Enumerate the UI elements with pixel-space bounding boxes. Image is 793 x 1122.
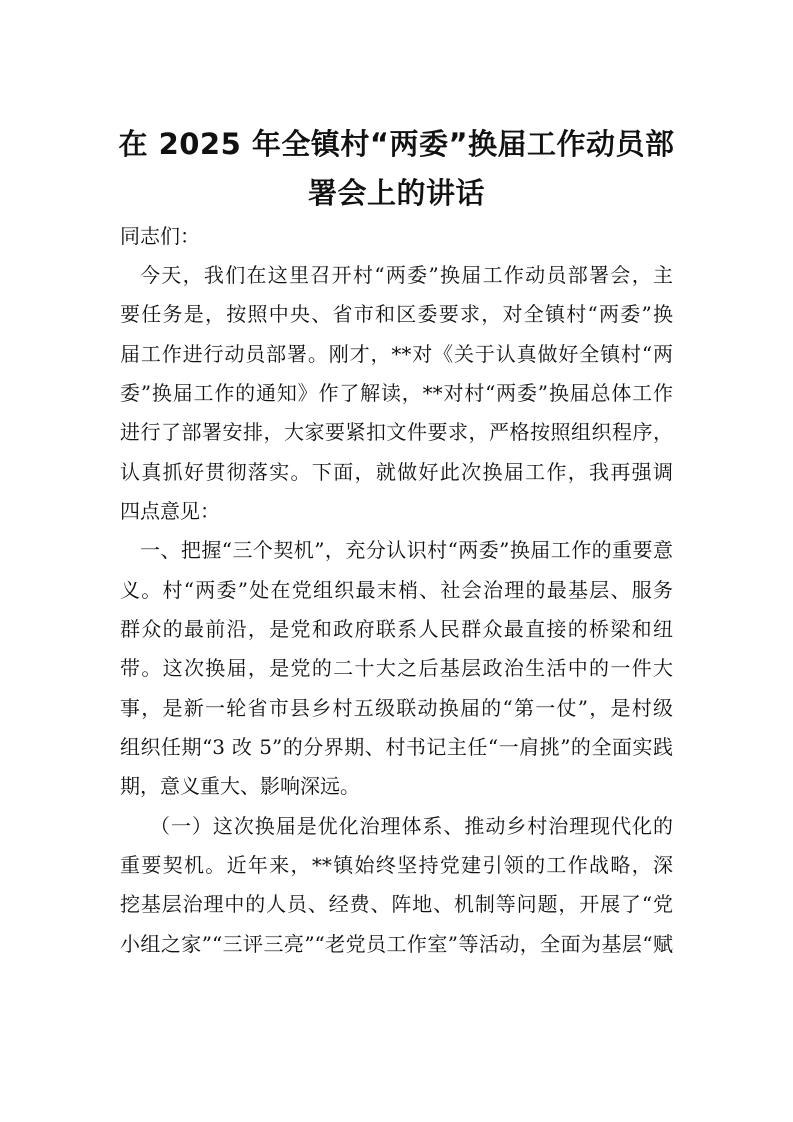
paragraph-line: 认真抓好贯彻落实。下面，就做好此次换届工作，我再强调 [120, 460, 673, 484]
subsection-heading-line: （一）这次换届是优化治理体系、推动乡村治理现代化的 [150, 814, 673, 838]
section-heading-line: 一、把握“三个契机”，充分认识村“两委”换届工作的重要意 [140, 538, 673, 562]
paragraph-line: 今天，我们在这里召开村“两委”换届工作动员部署会，主 [140, 263, 673, 287]
paragraph-line: 届工作进行动员部署。刚才，**对《关于认真做好全镇村“两 [120, 342, 673, 366]
paragraph-line: 要任务是，按照中央、省市和区委要求，对全镇村“两委”换 [120, 302, 673, 326]
paragraph-line: 组织任期“3 改 5”的分界期、村书记主任“一肩挑”的全面实践 [120, 735, 673, 759]
paragraph-line: 事，是新一轮省市县乡村五级联动换届的“第一仗”，是村级 [120, 696, 673, 720]
paragraph-line: 委”换届工作的通知》作了解读，**对村“两委”换届总体工作 [120, 381, 673, 405]
paragraph-line: 群众的最前沿，是党和政府联系人民群众最直接的桥梁和纽 [120, 617, 673, 641]
paragraph-line: 重要契机。近年来，**镇始终坚持党建引领的工作战略，深 [120, 853, 673, 877]
paragraph-line: 小组之家”“三评三亮”“老党员工作室”等活动，全面为基层“赋 [120, 932, 673, 956]
paragraph-line: 挖基层治理中的人员、经费、阵地、机制等问题，开展了“党 [120, 892, 673, 916]
document-title-line-1: 在 2025 年全镇村“两委”换届工作动员部 [118, 127, 675, 161]
paragraph-line: 带。这次换届，是党的二十大之后基层政治生活中的一件大 [120, 656, 673, 680]
paragraph-line: 四点意见： [120, 499, 220, 523]
salutation: 同志们： [120, 224, 200, 248]
paragraph-line: 义。村“两委”处在党组织最末梢、社会治理的最基层、服务 [120, 578, 673, 602]
document-title-line-2: 署会上的讲话 [307, 176, 485, 210]
paragraph-line: 期，意义重大、影响深远。 [120, 774, 360, 798]
paragraph-line: 进行了部署安排，大家要紧扣文件要求，严格按照组织程序， [120, 420, 673, 444]
